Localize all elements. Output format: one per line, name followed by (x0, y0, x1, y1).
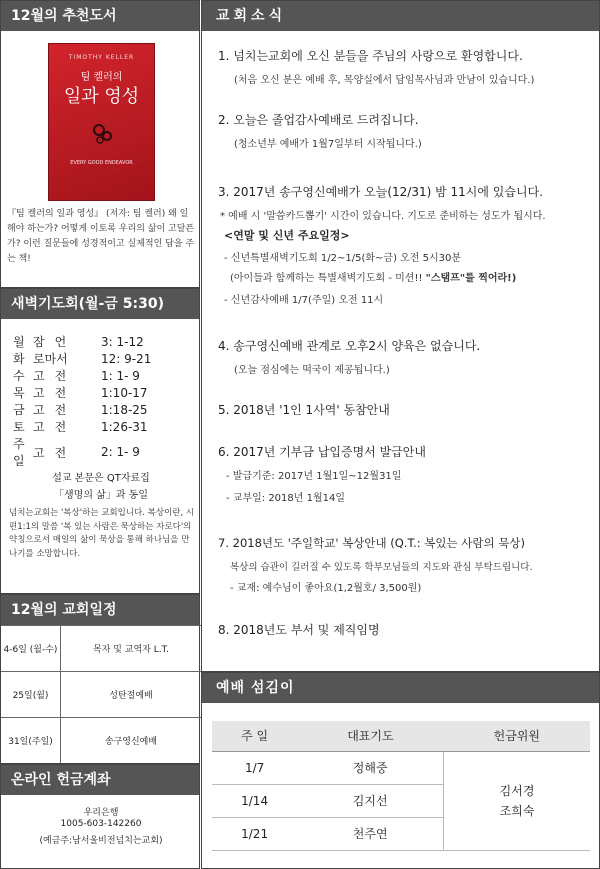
table-row (1, 625, 201, 671)
row-day: 주일 (13, 437, 25, 468)
news-item-3-line-2 (230, 269, 516, 284)
news-item-5: 5. 2018년 '1인 1사역' 동참안내 (218, 403, 390, 417)
table-row (13, 401, 191, 418)
recommended-book-section (0, 0, 200, 288)
row-week: 1/21 (212, 817, 297, 850)
schedule-event: 목자 및 교역자 L.T. (93, 645, 169, 655)
row-day: 수 (13, 369, 25, 383)
row-week: 1/14 (212, 784, 297, 817)
column-prayer: 대표기도 (297, 721, 443, 751)
row-day: 금 (13, 403, 25, 417)
book-cover-subtitle: EVERY GOOD ENDEAVOR (70, 160, 133, 166)
news-item-3-line-1: - 신년특별새벽기도회 1/2~1/5(화~금) 오전 5시30분 (224, 253, 462, 264)
row-book: 잠언 (33, 335, 77, 349)
worship-servers-header: 예배 섬김이 (202, 673, 599, 703)
news-item-7-line-2: - 교재: 예수님이 좋아요(1,2월호/ 3,500원) (230, 583, 422, 594)
news-item-7: 7. 2018년도 '주일학교' 복상안내 (Q.T.: 복있는 사람의 묵상) (218, 536, 525, 550)
schedule-date: 25일(월) (1, 672, 61, 717)
book-cover-author: TIMOTHY KELLER (68, 54, 135, 61)
news-item-2: 2. 오늘은 졸업감사예배로 드려집니다. (218, 113, 419, 127)
row-book: 고전 (33, 369, 77, 383)
row-chapter: 1:10-17 (101, 385, 148, 400)
church-news-section (201, 0, 600, 672)
account-number: 1005-603-142260 (60, 819, 142, 829)
online-offering-section (0, 764, 200, 869)
table-row (13, 367, 191, 384)
news-item-3-note: * 예배 시 '말씀카드뽑기' 시간이 있습니다. 기도로 준비하는 성도가 됩시다. (220, 211, 546, 222)
row-prayer: 김지선 (297, 784, 443, 817)
news-item-8: 8. 2018년도 부서 및 제직임명 (218, 623, 380, 637)
row-book: 고전 (33, 386, 77, 400)
mission-text: (아이들과 함께하는 특별새벽기도회 - 미션!! (230, 273, 426, 284)
schedule-date: 4-6일 (월-수) (1, 626, 61, 671)
worship-servers-table (212, 721, 590, 851)
column-week: 주 일 (212, 721, 297, 751)
church-news-header: 교회소식 (202, 1, 599, 31)
row-chapter: 12: 9-21 (101, 351, 152, 366)
news-item-1: 1. 넘치는교회에 오신 분들을 주님의 사랑으로 환영합니다. (218, 49, 523, 63)
row-day: 월 (13, 335, 25, 349)
table-row (13, 384, 191, 401)
book-cover-title-large: 일과 영성 (63, 86, 140, 107)
row-book: 고전 (33, 445, 77, 460)
church-schedule-header: 12월의 교회일정 (1, 595, 199, 625)
row-book: 고전 (33, 420, 77, 434)
schedule-event: 성탄절예배 (109, 691, 153, 701)
worship-servers-section (201, 672, 600, 869)
row-chapter: 3: 1-12 (101, 334, 144, 349)
gear-cluster-icon (91, 122, 115, 146)
offering-member-1: 김서경 (499, 783, 535, 798)
news-item-6-line-2: - 교부일: 2018년 1월14일 (226, 493, 346, 504)
row-book: 고전 (33, 403, 77, 417)
row-chapter: 2: 1- 9 (101, 445, 140, 459)
dawn-prayer-section (0, 288, 200, 594)
table-row (13, 350, 191, 367)
row-chapter: 1: 1- 9 (101, 368, 140, 383)
row-chapter: 1:26-31 (101, 419, 148, 434)
table-row (13, 418, 191, 435)
schedule-event: 송구영신예배 (104, 737, 158, 747)
news-item-6-line-1: - 발급기준: 2017년 1월1일~12월31일 (226, 471, 402, 482)
table-header-row (212, 721, 590, 751)
account-holder: (예금주:남서울비전넘치는교회) (39, 836, 163, 846)
row-book: 로마서 (33, 352, 68, 366)
offering-member-2: 조희숙 (499, 803, 535, 818)
table-row (13, 333, 191, 350)
news-item-3-line-3: - 신년감사예배 1/7(주일) 오전 11시 (224, 295, 384, 306)
bank-name: 우리은행 (83, 808, 119, 818)
book-cover (48, 43, 155, 201)
row-prayer: 천주연 (297, 817, 443, 850)
book-description: 『팀 켈러의 일과 영성』 (저자: 팀 켈러) 왜 일해야 하는가? 어떻게 이토록 우리의 삶이 고달픈가? 이런 질문들에 성경적이고 실제적인 답을 주는 책! (7, 209, 195, 264)
row-prayer: 정해중 (297, 751, 443, 784)
online-offering-header: 온라인 헌금계좌 (1, 765, 199, 795)
row-chapter: 1:18-25 (101, 402, 148, 417)
table-row (13, 435, 191, 469)
left-column (0, 0, 200, 869)
stamp-text: "스탬프"를 찍어라!) (425, 273, 517, 284)
sermon-source-note: 설교 본문은 QT자료집 (52, 473, 150, 484)
news-item-4: 4. 송구영신예배 관계로 오후2시 양육은 없습니다. (218, 339, 481, 353)
schedule-date: 31일(주일) (1, 718, 61, 763)
church-schedule-section (0, 594, 200, 764)
dawn-prayer-table (13, 333, 191, 469)
offering-committee (444, 751, 590, 850)
news-item-2-detail: (청소년부 예배가 1월7일부터 시작됩니다.) (234, 139, 422, 150)
news-item-3: 3. 2017년 송구영신예배가 오늘(12/31) 밤 11시에 있습니다. (218, 185, 543, 199)
row-day: 토 (13, 420, 25, 434)
table-row (212, 751, 590, 784)
row-day: 목 (13, 386, 25, 400)
news-item-4-detail: (오늘 점심에는 떡국이 제공됩니다.) (234, 365, 390, 376)
news-item-1-detail: (처음 오신 분은 예배 후, 목양실에서 담임목사님과 만남이 있습니다.) (234, 75, 535, 86)
table-row (1, 671, 201, 717)
table-row (1, 717, 201, 763)
row-week: 1/7 (212, 751, 297, 784)
news-item-6: 6. 2017년 기부금 납입증명서 발급안내 (218, 445, 426, 459)
book-cover-title-small: 팀 켈러의 (80, 72, 123, 83)
news-item-3-heading: <연말 및 신년 주요일정> (224, 229, 350, 242)
dawn-prayer-header: 새벽기도회(월-금 5:30) (1, 289, 199, 319)
sermon-source-book: 「생명의 삶」과 동일 (54, 490, 148, 501)
row-day: 화 (13, 352, 25, 366)
meditation-description: 넘치는교회는 '복상'하는 교회입니다. 복상이란, 시편1:1의 말씀 '복 있는 사람은 묵상하는 자로다'의 약칭으로서 매일의 삶이 묵상을 통해 하나님을 만나기를 소망합니다. (9, 508, 195, 559)
news-item-7-line-1: 복상의 습관이 길러질 수 있도록 학부모님들의 지도와 관심 부탁드립니다. (230, 562, 533, 573)
column-offering: 헌금위원 (444, 721, 590, 751)
recommended-book-header: 12월의 추천도서 (1, 1, 199, 31)
